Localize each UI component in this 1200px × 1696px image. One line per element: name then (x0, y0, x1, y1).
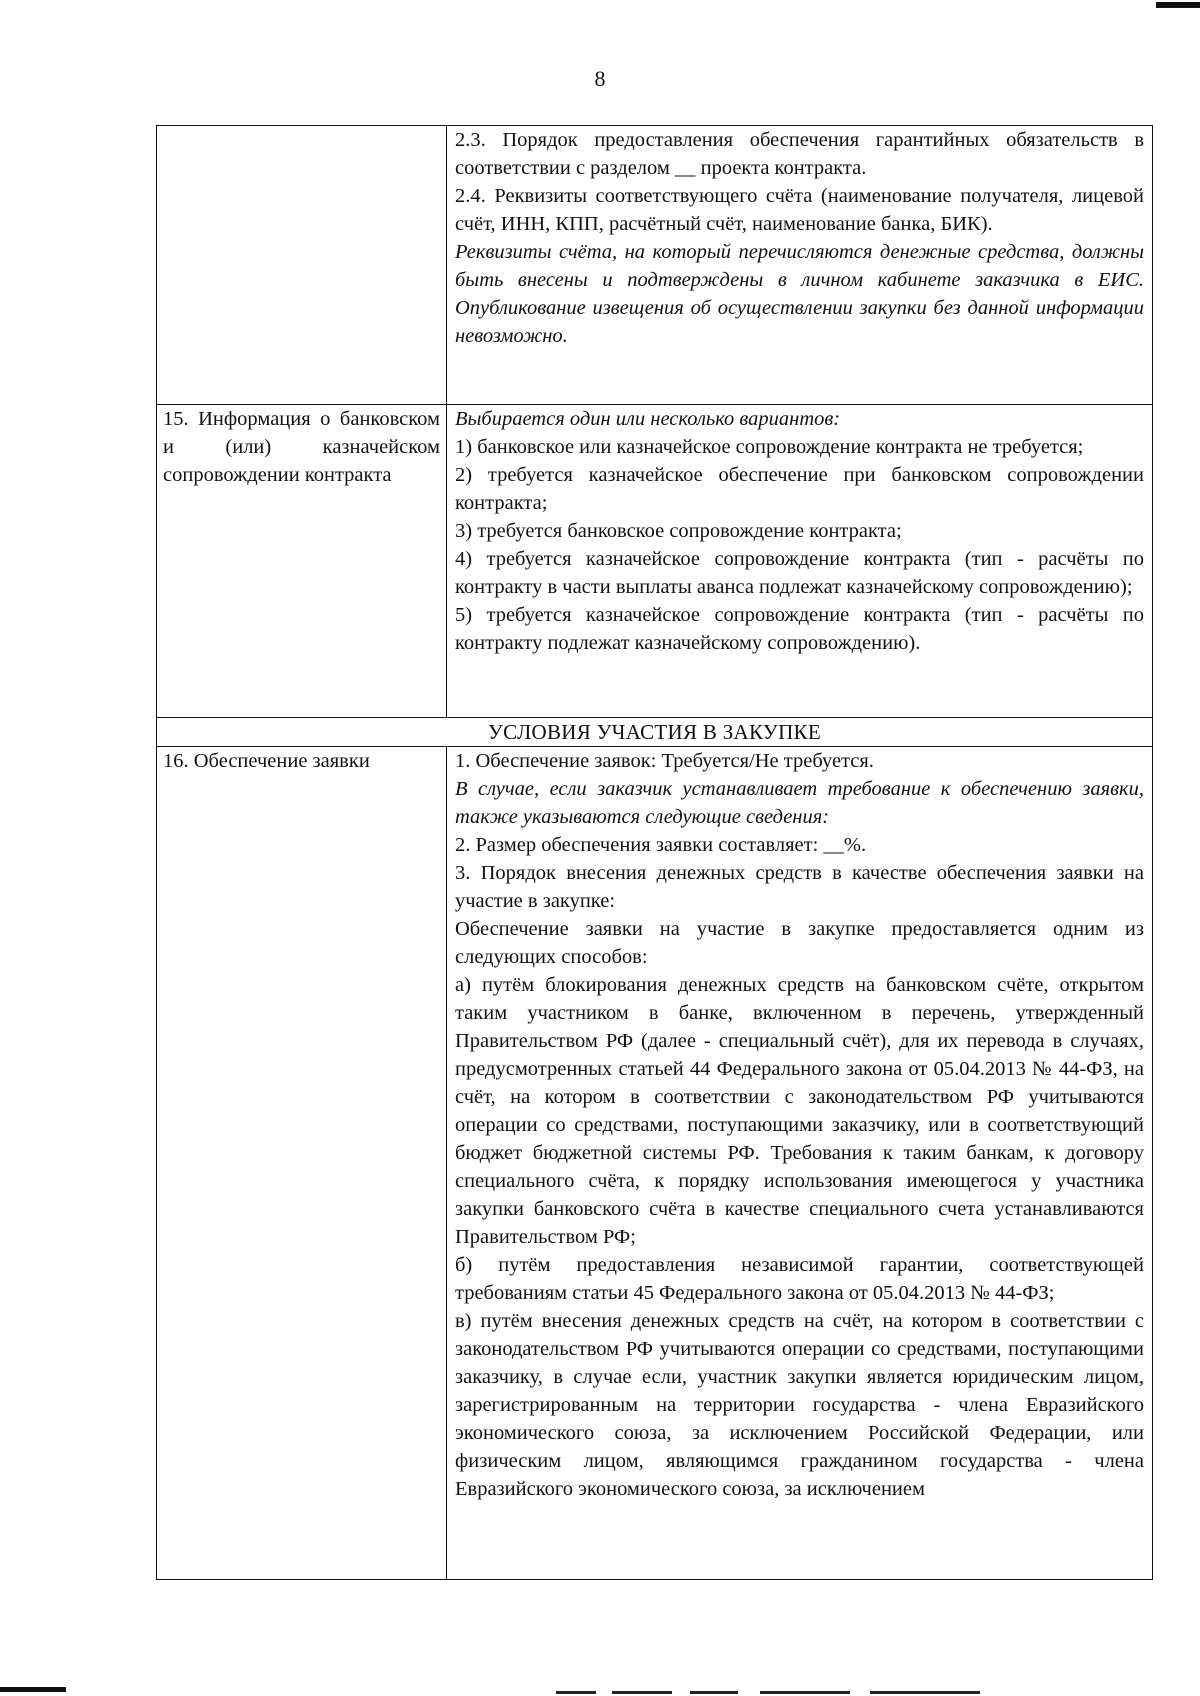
paragraph: 3) требуется банковское сопровождение контракта; (455, 520, 902, 542)
scan-dash-mark (760, 1691, 850, 1694)
row-label (157, 405, 447, 718)
section-header: УСЛОВИЯ УЧАСТИЯ В ЗАКУПКЕ (157, 718, 1153, 747)
requirements-table (156, 125, 1153, 1580)
paragraph: в) путём внесения денежных средств на счёт, на котором в соответствии с законодательством РФ учитываются операции со средствами, поступающими заказчику, в случае если, участник закупки является юридическим лицом, зарегистрированным на территории государства - члена Евразийского экономического союза, за исключением Российской Федерации, или физическим лицом, являющимся гражданином государства - члена Евразийского экономического союза, за исключением (455, 1310, 1144, 1500)
scan-edge-mark (0, 1687, 66, 1692)
section-header-row (157, 718, 1153, 747)
paragraph: Обеспечение заявки на участие в закупке предоставляется одним из следующих способов: (455, 918, 1144, 968)
row-content (447, 747, 1153, 1580)
scan-corner-mark (1156, 2, 1200, 8)
table-row-continued (157, 126, 1153, 405)
table-row-16 (157, 747, 1153, 1580)
paragraph: 2.3. Порядок предоставления обеспечения гарантийных обязательств в соответствии с разделом __ проекта контракта. (455, 129, 1144, 179)
paragraph: 3. Порядок внесения денежных средств в качестве обеспечения заявки на участие в закупке: (455, 862, 1144, 912)
scan-dash-mark (690, 1691, 738, 1694)
italic-note: В случае, если заказчик устанавливает требование к обеспечению заявки, также указываются следующие сведения: (455, 778, 1144, 828)
row-label-text: 16. Обеспечение заявки (163, 750, 370, 772)
paragraph: 1) банковское или казначейское сопровождение контракта не требуется; (455, 436, 1084, 458)
row-label-text: 15. Информация о банковском и (или) казначейском сопровождении контракта (163, 408, 440, 486)
table-row-15 (157, 405, 1153, 718)
row-label-empty (157, 126, 447, 405)
paragraph: 2.4. Реквизиты соответствующего счёта (наименование получателя, лицевой счёт, ИНН, КПП, расчётный счёт, наименование банка, БИК). (455, 185, 1144, 235)
row-content (447, 126, 1153, 405)
scan-dash-mark (556, 1691, 596, 1694)
paragraph: 2) требуется казначейское обеспечение при банковском сопровождении контракта; (455, 464, 1144, 514)
paragraph: б) путём предоставления независимой гарантии, соответствующей требованиям статьи 45 Федерального закона от 05.04.2013 № 44-ФЗ; (455, 1254, 1144, 1304)
paragraph: а) путём блокирования денежных средств на банковском счёте, открытом таким участником в банке, включенном в перечень, утвержденный Правительством РФ (далее - специальный счёт), для их перевода в случаях, предусмотренных статьей 44 Федерального закона от 05.04.2013 № 44-ФЗ, на счёт, на котором в соответствии с законодательством РФ учитываются операции со средствами, поступающими заказчику, или в соответствующий бюджет бюджетной системы РФ. Требования к таким банкам, к договору специального счёта, к порядку использования имеющегося у участника закупки банковского счёта в качестве специального счета устанавливаются Правительством РФ; (455, 974, 1144, 1248)
scan-dash-mark (612, 1691, 672, 1694)
paragraph: 5) требуется казначейское сопровождение контракта (тип - расчёты по контракту подлежат казначейскому сопровождению). (455, 604, 1144, 654)
italic-note: Выбирается один или несколько вариантов: (455, 408, 841, 430)
page-number: 8 (594, 66, 606, 91)
row-label (157, 747, 447, 1580)
paragraph: 2. Размер обеспечения заявки составляет: __%. (455, 834, 867, 856)
row-content (447, 405, 1153, 718)
scan-dash-mark (870, 1691, 980, 1694)
paragraph: 1. Обеспечение заявок: Требуется/Не требуется. (455, 750, 874, 772)
paragraph: 4) требуется казначейское сопровождение контракта (тип - расчёты по контракту в части выплаты аванса подлежат казначейскому сопровождению); (455, 548, 1144, 598)
italic-note: Реквизиты счёта, на который перечисляются денежные средства, должны быть внесены и подтверждены в личном кабинете заказчика в ЕИС. Опубликование извещения об осуществлении закупки без данной информации невозможно. (455, 241, 1144, 347)
